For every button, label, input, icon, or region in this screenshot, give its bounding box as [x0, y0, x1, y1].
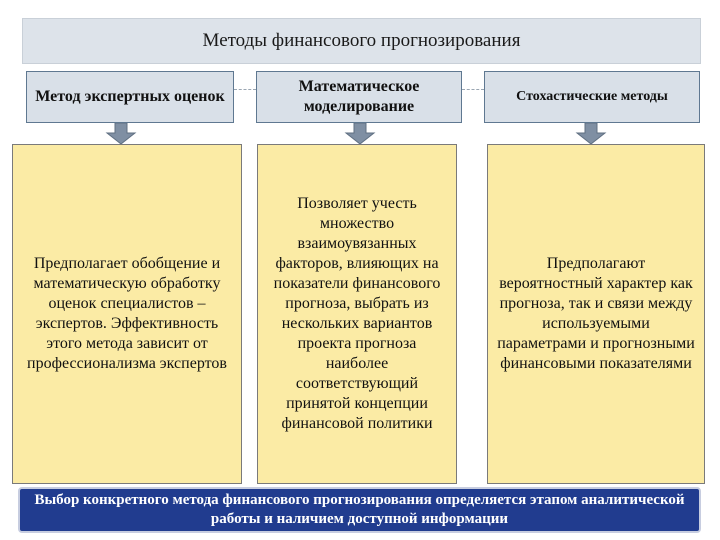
method-heading-expert: Метод экспертных оценок — [26, 71, 234, 123]
diagram-title: Методы финансового прогнозирования — [22, 18, 701, 64]
method-heading-math: Математическое моделирование — [256, 71, 462, 123]
conclusion-banner: Выбор конкретного метода финансового прогнозирования определяется этапом аналитической работы и наличием доступной информации — [18, 487, 701, 533]
down-arrow-icon — [105, 123, 137, 145]
method-description-expert: Предполагает обобщение и математическую обработку оценок специалистов – экспертов. Эффективность этого метода зависит от профессионализма экспертов — [12, 144, 242, 484]
down-arrow-icon — [575, 123, 607, 145]
connector-line-1 — [234, 89, 256, 90]
connector-line-2 — [462, 89, 484, 90]
method-description-math: Позволяет учесть множество взаимоувязанных факторов, влияющих на показатели финансового прогноза, выбрать из нескольких вариантов проекта прогноза наиболее соответствующий принятой концепции финансовой политики — [257, 144, 457, 484]
method-heading-stochastic: Стохастические методы — [484, 71, 700, 123]
method-description-stochastic: Предполагают вероятностный характер как прогноза, так и связи между используемыми параметрами и прогнозными финансовыми показателями — [487, 144, 705, 484]
down-arrow-icon — [344, 123, 376, 145]
